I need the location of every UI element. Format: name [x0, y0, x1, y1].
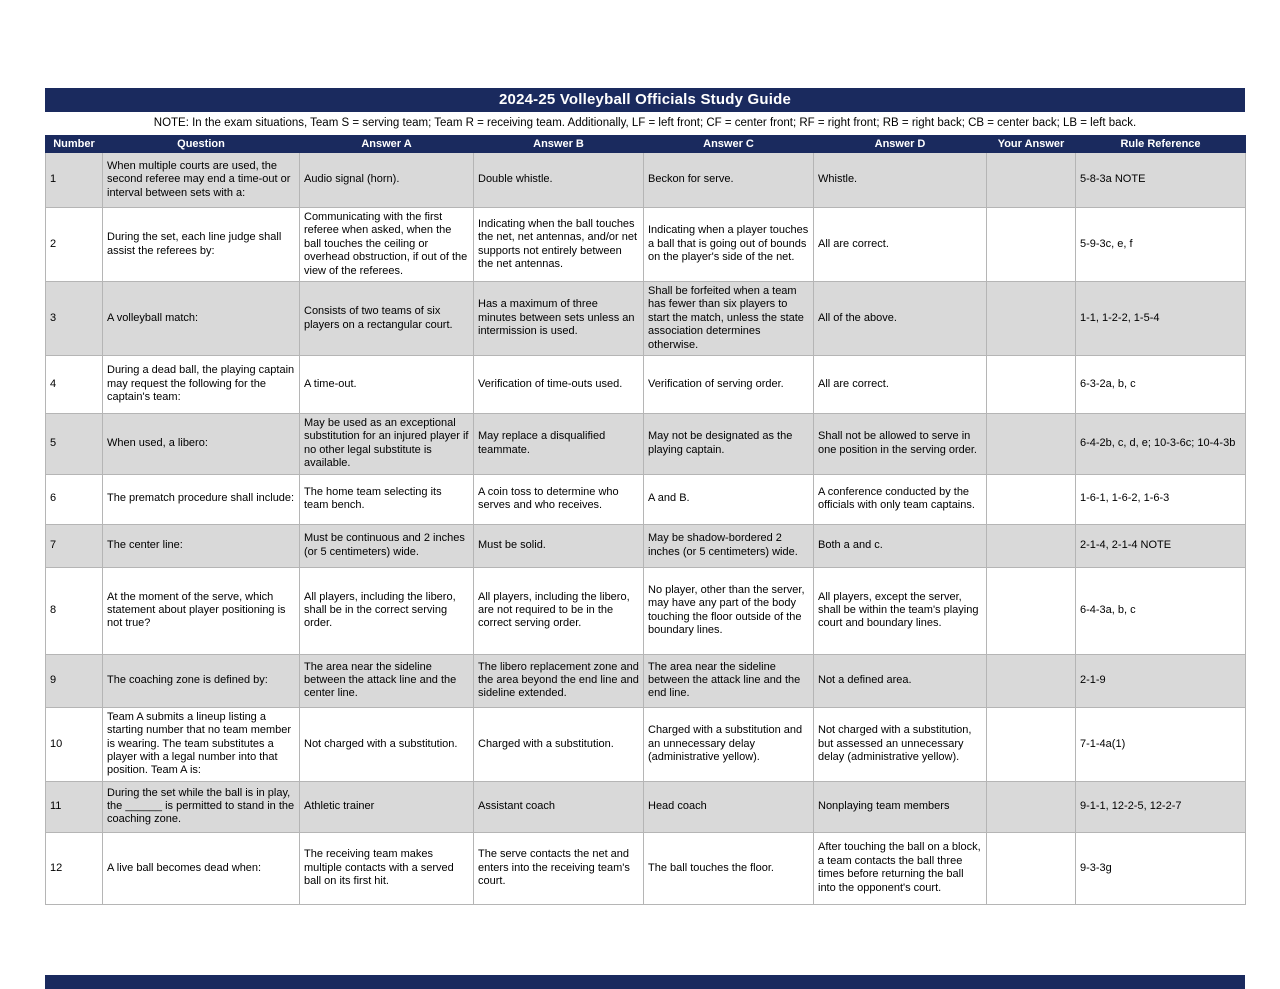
cell-answer_a: The home team selecting its team bench.	[300, 474, 474, 524]
cell-your_answer	[987, 524, 1076, 567]
table-row	[46, 153, 1246, 208]
cell-answer_d: All players, except the server, shall be within the team's playing court and boundary lines.	[814, 567, 987, 654]
cell-number: 9	[46, 654, 103, 707]
table-row	[46, 414, 1246, 475]
cell-rule_reference: 2-1-4, 2-1-4 NOTE	[1076, 524, 1246, 567]
cell-question: A live ball becomes dead when:	[103, 832, 300, 904]
cell-number: 12	[46, 832, 103, 904]
cell-question: When used, a libero:	[103, 414, 300, 475]
cell-answer_c: No player, other than the server, may have any part of the body touching the floor outside of the boundary lines.	[644, 567, 814, 654]
column-header-your_answer: Your Answer	[987, 136, 1076, 153]
cell-answer_c: A and B.	[644, 474, 814, 524]
cell-question: The prematch procedure shall include:	[103, 474, 300, 524]
study-guide-sheet	[45, 88, 1245, 905]
column-header-answer_a: Answer A	[300, 136, 474, 153]
column-header-number: Number	[46, 136, 103, 153]
column-header-question: Question	[103, 136, 300, 153]
cell-answer_c: The ball touches the floor.	[644, 832, 814, 904]
table-row	[46, 567, 1246, 654]
cell-question: When multiple courts are used, the second referee may end a time-out or interval between sets with a:	[103, 153, 300, 208]
cell-answer_c: Verification of serving order.	[644, 356, 814, 414]
cell-rule_reference: 1-6-1, 1-6-2, 1-6-3	[1076, 474, 1246, 524]
cell-answer_a: May be used as an exceptional substitution for an injured player if no other legal substitute is available.	[300, 414, 474, 475]
table-row	[46, 524, 1246, 567]
cell-number: 10	[46, 707, 103, 781]
cell-answer_b: Assistant coach	[474, 781, 644, 832]
cell-question: During the set, each line judge shall assist the referees by:	[103, 208, 300, 282]
cell-answer_d: After touching the ball on a block, a team contacts the ball three times before returning the ball into the opponent's court.	[814, 832, 987, 904]
table-header-row	[46, 136, 1246, 153]
cell-answer_d: Whistle.	[814, 153, 987, 208]
cell-question: During the set while the ball is in play, the ______ is permitted to stand in the coaching zone.	[103, 781, 300, 832]
cell-answer_b: Must be solid.	[474, 524, 644, 567]
cell-answer_d: All of the above.	[814, 282, 987, 356]
table-row	[46, 781, 1246, 832]
cell-number: 7	[46, 524, 103, 567]
cell-question: At the moment of the serve, which statement about player positioning is not true?	[103, 567, 300, 654]
page-title: 2024-25 Volleyball Officials Study Guide	[45, 88, 1245, 112]
cell-answer_d: Not charged with a substitution, but assessed an unnecessary delay (administrative yellow).	[814, 707, 987, 781]
exam-note: NOTE: In the exam situations, Team S = serving team; Team R = receiving team. Additionally, LF = left front; CF = center front; RF = right front; RB = right back; CB = center back; LB = left back.	[45, 112, 1245, 135]
cell-answer_c: The area near the sideline between the attack line and the end line.	[644, 654, 814, 707]
cell-answer_a: The area near the sideline between the attack line and the center line.	[300, 654, 474, 707]
cell-answer_d: Both a and c.	[814, 524, 987, 567]
table-row	[46, 208, 1246, 282]
cell-your_answer	[987, 356, 1076, 414]
cell-answer_a: A time-out.	[300, 356, 474, 414]
next-page-title-band	[45, 975, 1245, 989]
cell-answer_b: The libero replacement zone and the area beyond the end line and sideline extended.	[474, 654, 644, 707]
cell-answer_c: Head coach	[644, 781, 814, 832]
cell-question: During a dead ball, the playing captain may request the following for the captain's team:	[103, 356, 300, 414]
cell-number: 5	[46, 414, 103, 475]
table-row	[46, 707, 1246, 781]
cell-number: 6	[46, 474, 103, 524]
cell-answer_c: Charged with a substitution and an unnecessary delay (administrative yellow).	[644, 707, 814, 781]
cell-your_answer	[987, 654, 1076, 707]
cell-rule_reference: 6-4-2b, c, d, e; 10-3-6c; 10-4-3b	[1076, 414, 1246, 475]
cell-rule_reference: 1-1, 1-2-2, 1-5-4	[1076, 282, 1246, 356]
cell-answer_a: Must be continuous and 2 inches (or 5 centimeters) wide.	[300, 524, 474, 567]
cell-answer_b: May replace a disqualified teammate.	[474, 414, 644, 475]
cell-answer_d: A conference conducted by the officials with only team captains.	[814, 474, 987, 524]
cell-your_answer	[987, 414, 1076, 475]
table-row	[46, 356, 1246, 414]
column-header-rule_reference: Rule Reference	[1076, 136, 1246, 153]
cell-answer_b: The serve contacts the net and enters into the receiving team's court.	[474, 832, 644, 904]
cell-rule_reference: 5-8-3a NOTE	[1076, 153, 1246, 208]
column-header-answer_c: Answer C	[644, 136, 814, 153]
cell-number: 4	[46, 356, 103, 414]
cell-answer_a: Athletic trainer	[300, 781, 474, 832]
cell-rule_reference: 2-1-9	[1076, 654, 1246, 707]
table-row	[46, 654, 1246, 707]
cell-answer_b: A coin toss to determine who serves and who receives.	[474, 474, 644, 524]
cell-number: 3	[46, 282, 103, 356]
cell-answer_b: Verification of time-outs used.	[474, 356, 644, 414]
cell-answer_c: Indicating when a player touches a ball that is going out of bounds on the player's side of the net.	[644, 208, 814, 282]
cell-number: 2	[46, 208, 103, 282]
cell-answer_d: All are correct.	[814, 356, 987, 414]
table-row	[46, 832, 1246, 904]
table-row	[46, 474, 1246, 524]
column-header-answer_d: Answer D	[814, 136, 987, 153]
cell-answer_c: Beckon for serve.	[644, 153, 814, 208]
cell-answer_b: Charged with a substitution.	[474, 707, 644, 781]
cell-rule_reference: 7-1-4a(1)	[1076, 707, 1246, 781]
cell-your_answer	[987, 208, 1076, 282]
cell-answer_a: Not charged with a substitution.	[300, 707, 474, 781]
column-header-answer_b: Answer B	[474, 136, 644, 153]
cell-answer_a: Audio signal (horn).	[300, 153, 474, 208]
cell-question: The coaching zone is defined by:	[103, 654, 300, 707]
cell-answer_b: All players, including the libero, are not required to be in the correct serving order.	[474, 567, 644, 654]
cell-answer_a: All players, including the libero, shall be in the correct serving order.	[300, 567, 474, 654]
cell-answer_a: Communicating with the first referee when asked, when the ball touches the ceiling or overhead obstruction, if out of the view of the referees.	[300, 208, 474, 282]
cell-rule_reference: 9-3-3g	[1076, 832, 1246, 904]
cell-your_answer	[987, 832, 1076, 904]
cell-answer_d: All are correct.	[814, 208, 987, 282]
cell-your_answer	[987, 781, 1076, 832]
cell-answer_a: The receiving team makes multiple contacts with a served ball on its first hit.	[300, 832, 474, 904]
cell-your_answer	[987, 282, 1076, 356]
cell-rule_reference: 6-3-2a, b, c	[1076, 356, 1246, 414]
cell-question: The center line:	[103, 524, 300, 567]
cell-answer_b: Indicating when the ball touches the net, net antennas, and/or net supports not entirely between the net antennas.	[474, 208, 644, 282]
cell-rule_reference: 9-1-1, 12-2-5, 12-2-7	[1076, 781, 1246, 832]
cell-answer_d: Nonplaying team members	[814, 781, 987, 832]
cell-number: 11	[46, 781, 103, 832]
study-guide-table	[45, 135, 1246, 905]
cell-question: Team A submits a lineup listing a starting number that no team member is wearing. The team substitutes a player with a legal number into that position. Team A is:	[103, 707, 300, 781]
cell-rule_reference: 5-9-3c, e, f	[1076, 208, 1246, 282]
cell-number: 8	[46, 567, 103, 654]
cell-answer_d: Shall not be allowed to serve in one position in the serving order.	[814, 414, 987, 475]
cell-question: A volleyball match:	[103, 282, 300, 356]
cell-answer_b: Double whistle.	[474, 153, 644, 208]
cell-number: 1	[46, 153, 103, 208]
cell-your_answer	[987, 153, 1076, 208]
cell-answer_b: Has a maximum of three minutes between sets unless an intermission is used.	[474, 282, 644, 356]
table-row	[46, 282, 1246, 356]
cell-answer_d: Not a defined area.	[814, 654, 987, 707]
cell-answer_c: May be shadow-bordered 2 inches (or 5 centimeters) wide.	[644, 524, 814, 567]
cell-answer_a: Consists of two teams of six players on a rectangular court.	[300, 282, 474, 356]
cell-answer_c: Shall be forfeited when a team has fewer than six players to start the match, unless the state association determines otherwise.	[644, 282, 814, 356]
cell-answer_c: May not be designated as the playing captain.	[644, 414, 814, 475]
cell-your_answer	[987, 567, 1076, 654]
cell-rule_reference: 6-4-3a, b, c	[1076, 567, 1246, 654]
cell-your_answer	[987, 474, 1076, 524]
cell-your_answer	[987, 707, 1076, 781]
